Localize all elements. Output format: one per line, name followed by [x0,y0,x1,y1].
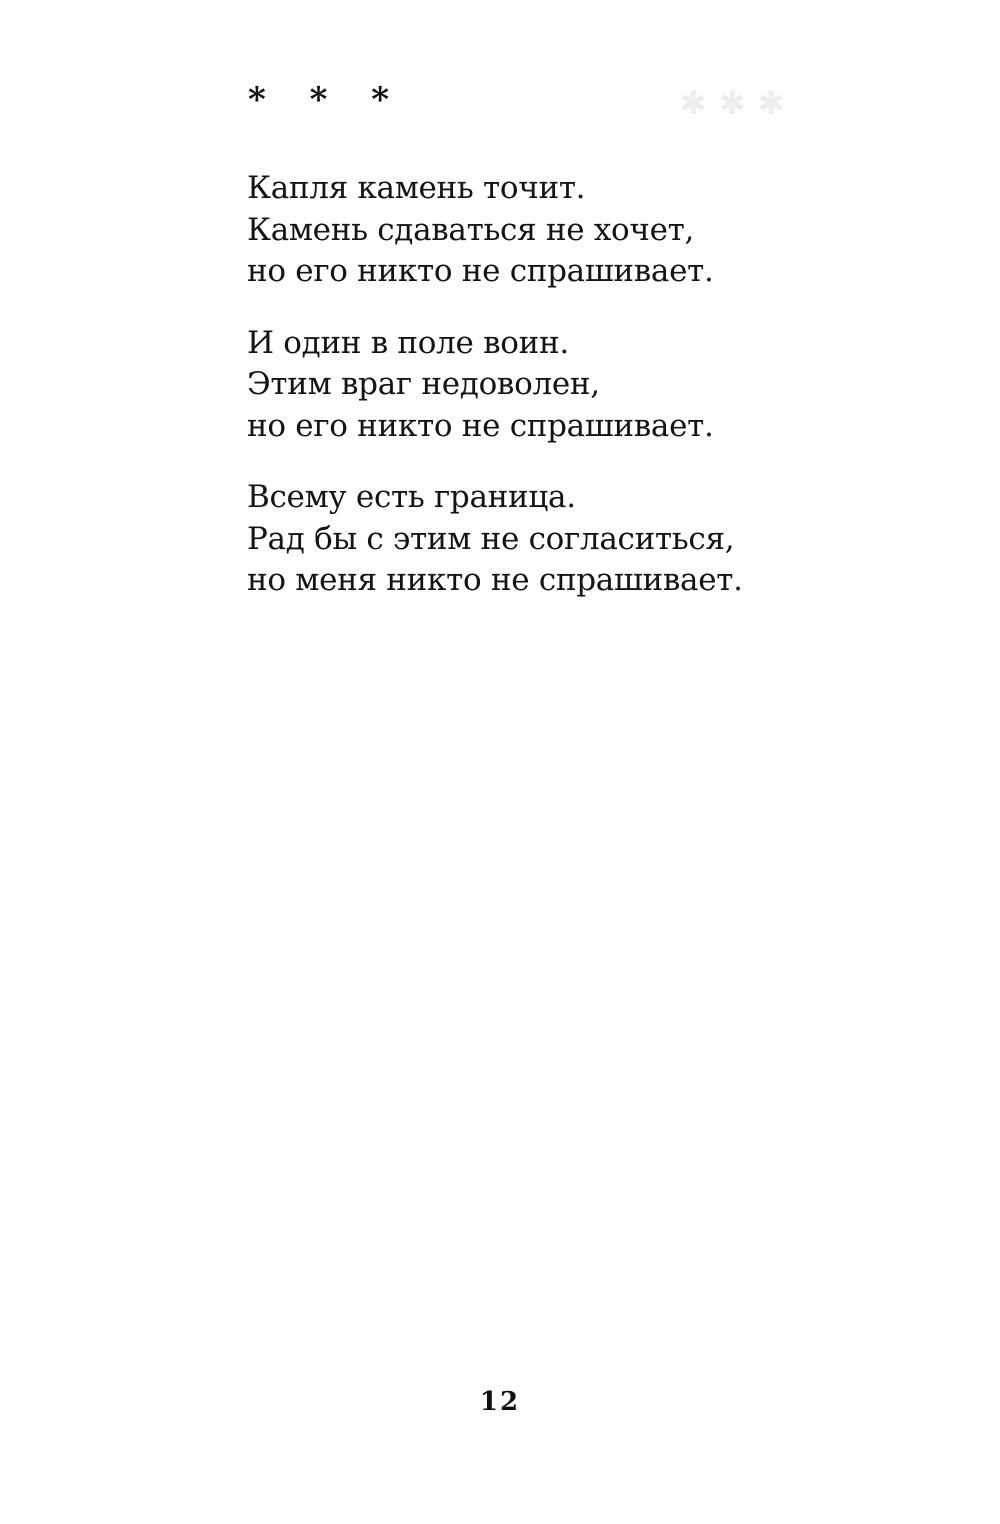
show-through-divider: ✱✱✱ [680,84,797,122]
stanza-1 [247,168,807,293]
stanza-2 [247,323,807,448]
poem-line: И один в поле воин. [247,324,569,361]
page-number: 12 [479,1387,521,1417]
poem-line: Капля камень точит. [247,170,586,206]
poem [247,168,807,632]
poem-line: но его никто не спрашивает. [247,253,714,289]
poem-line: но его никто не спрашивает. [247,407,714,444]
poem-line: Камень сдаваться не хочет, [247,211,695,248]
poem-line: Рад бы с этим не согласиться, [247,520,735,557]
poem-line: но меня никто не спрашивает. [247,562,743,598]
poem-line: Этим враг недоволен, [247,366,600,402]
stanza-3 [247,477,807,602]
poem-line: Всему есть граница. [247,479,576,515]
section-divider: * * * [248,80,406,120]
